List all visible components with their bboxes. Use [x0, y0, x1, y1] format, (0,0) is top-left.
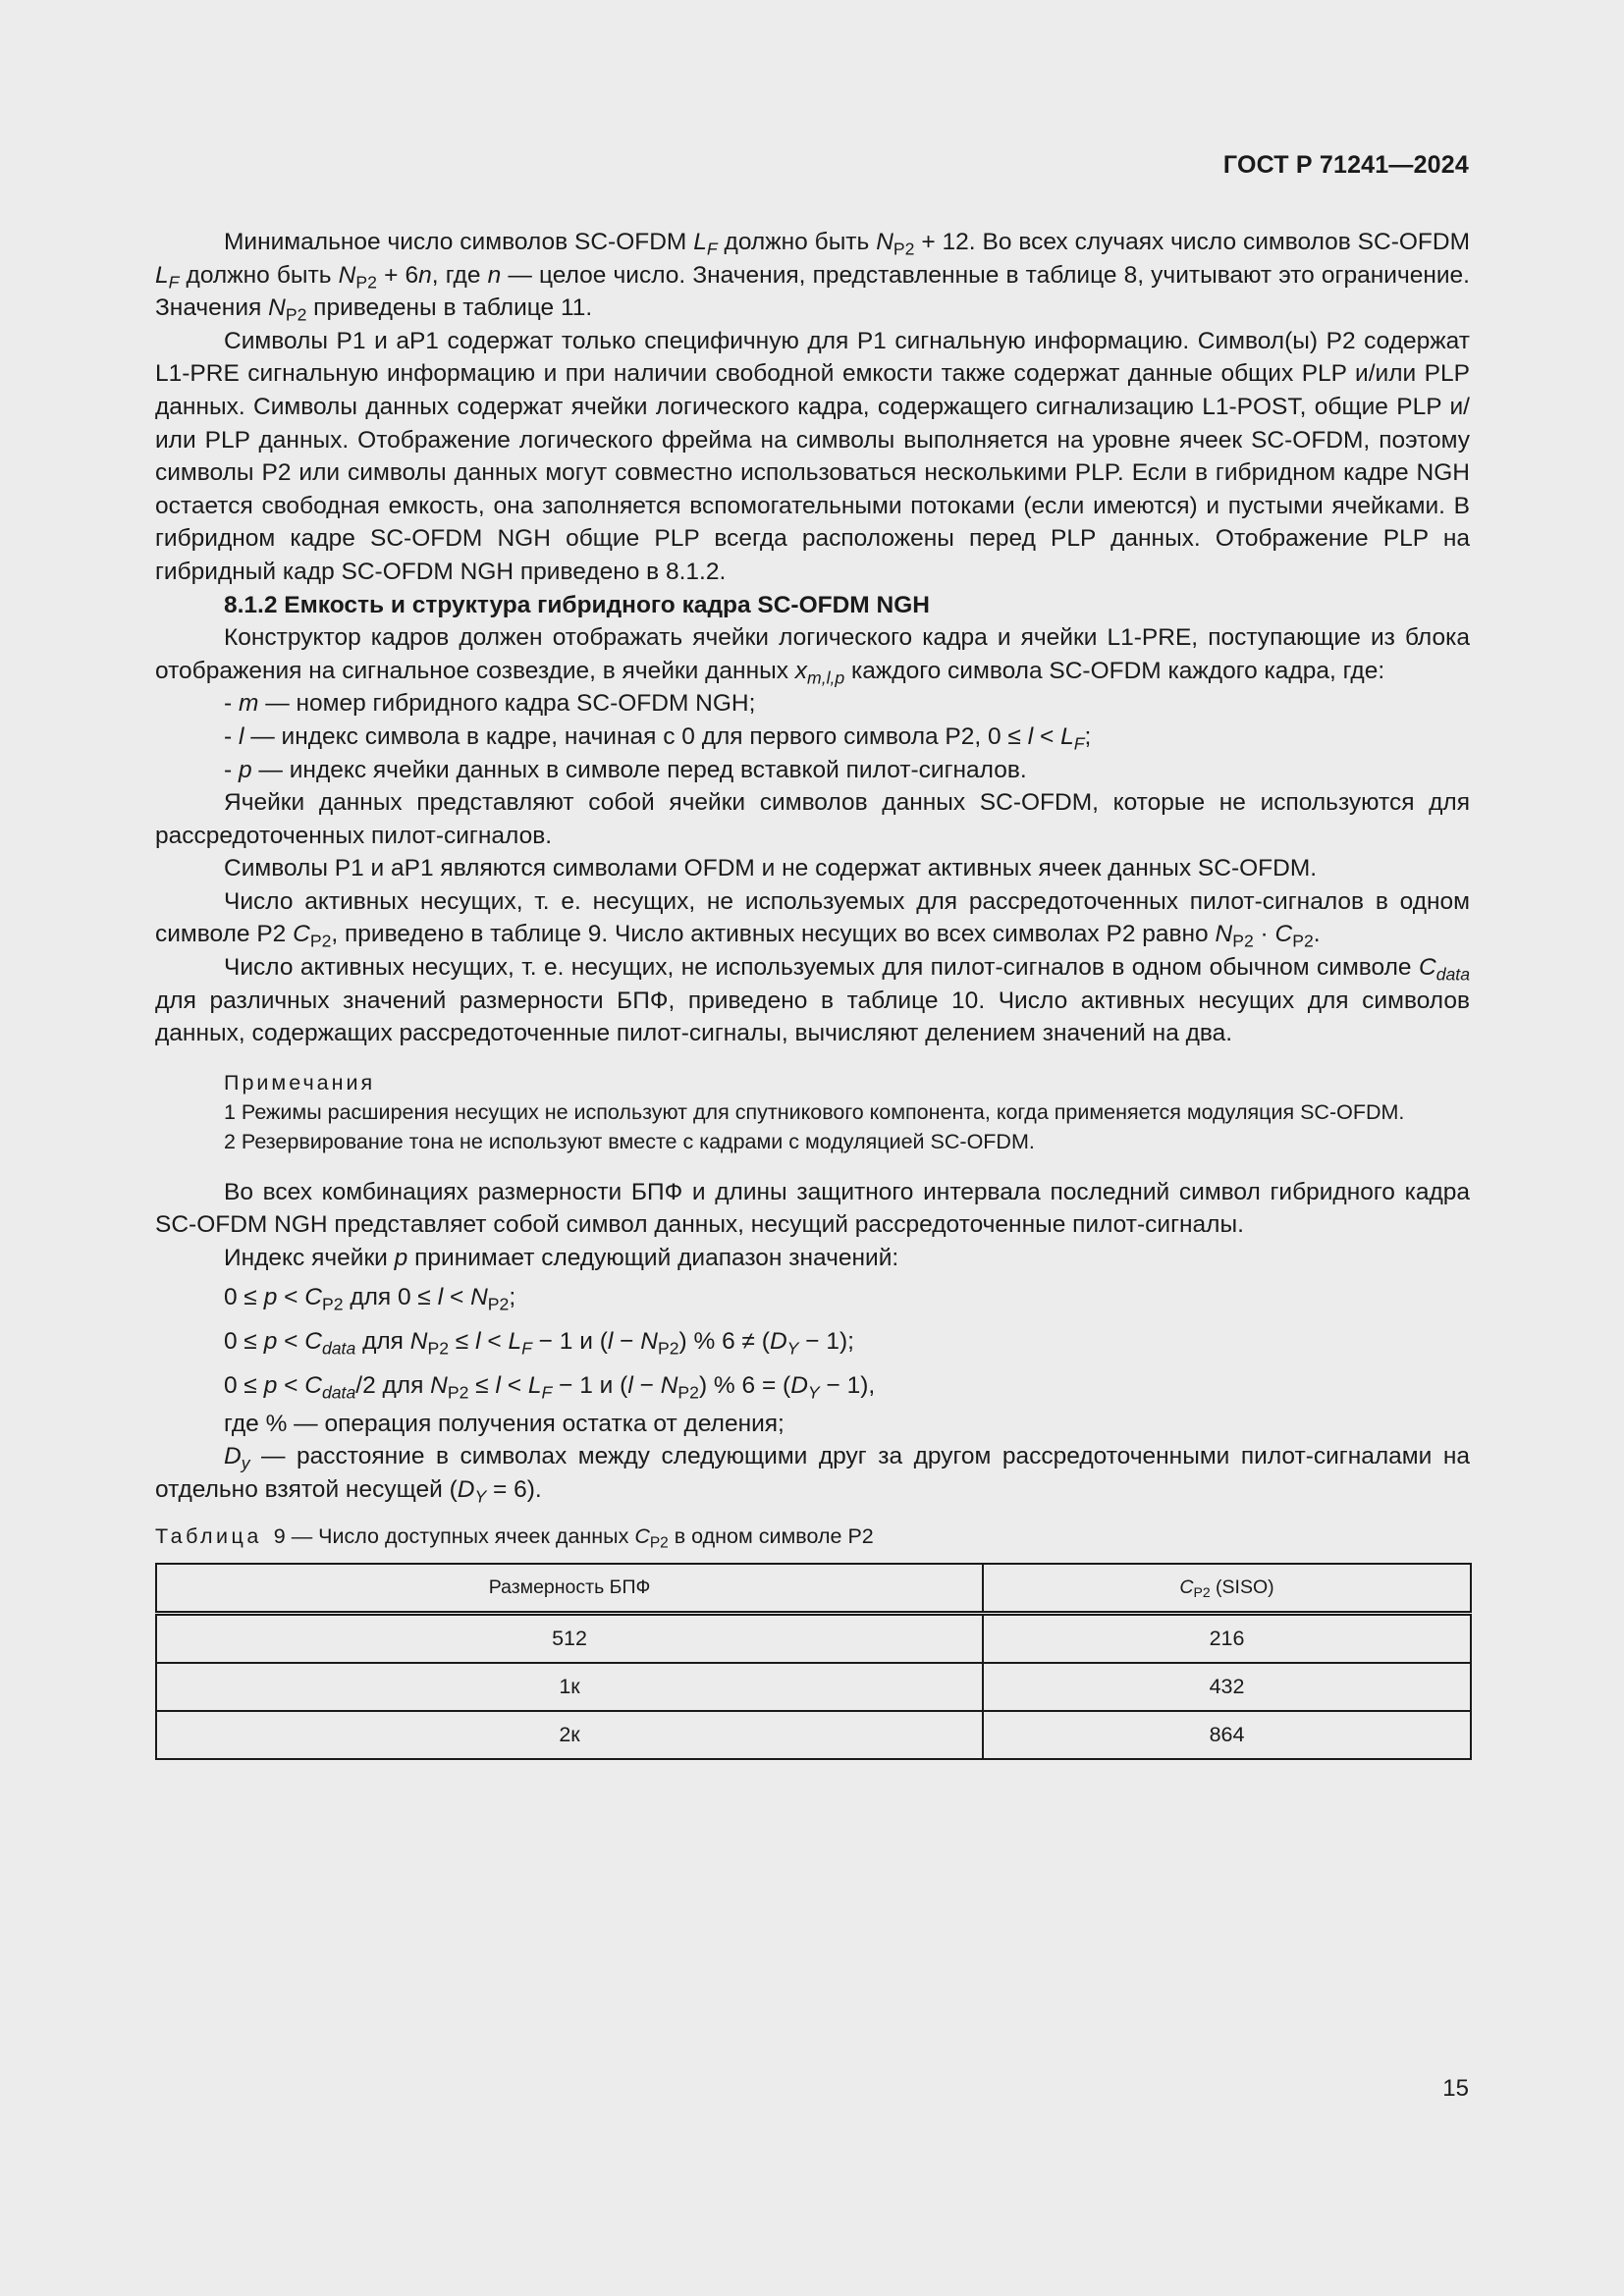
table-row — [156, 1711, 1471, 1759]
paragraph-active-carriers-p2: Число активных несущих, т. е. несущих, не используемых для рассредоточенных пилот-сигналов в одном символе P2 $C_{P2}$, приведено в таблице 9. Число активных несущих во всех символах P2 равно $N_{P2} \cdot C_{P2}$. — [155, 887, 1470, 951]
note-2: 2 Резервирование тона не используют вместе с кадрами с модуляцией SC-OFDM. — [224, 1129, 1035, 1153]
column-header-cp2: $C_{P2}$ (SISO) — [983, 1564, 1471, 1614]
paragraph-cell-index: Индекс ячейки p принимает следующий диапазон значений: — [224, 1245, 899, 1272]
table-row — [156, 1614, 1471, 1664]
document-body — [155, 226, 1470, 1760]
cell-fft: 2к — [156, 1711, 983, 1759]
page-number: 15 — [1442, 2075, 1469, 2102]
list-item-m: - m — номер гибридного кадра SC-OFDM NGH; — [224, 690, 756, 718]
paragraph-data-cells: Ячейки данных представляют собой ячейки символов данных SC-OFDM, которые не используются для рассредоточенных пилот-сигналов. — [155, 789, 1470, 849]
document-code: ГОСТ Р 71241—2024 — [1222, 151, 1469, 179]
cell-cp2: 432 — [983, 1663, 1471, 1711]
note-1: 1 Режимы расширения несущих не используют для спутникового компонента, когда применяется модуляция SC-OFDM. — [224, 1099, 1405, 1124]
paragraph-dy-definition: $D_y$ — расстояние в символах между следующими друг за другом рассредоточенными пилот-сигналами на отдельно взятой несущей $(D_Y = 6)$. — [155, 1443, 1470, 1507]
table-caption: Таблица 9 — Число доступных ячеек данных $C_{P2}$ в одном символе P2 — [155, 1524, 874, 1553]
paragraph-p1-ap1: Символы P1 и aP1 являются символами OFDM и не содержат активных ячеек данных SC-OFDM. — [224, 855, 1318, 882]
formula-range-3: $0 \le p < C_{data}/2$ для $N_{P2} \le l < L_F - 1$ и $(l - N_{P2})$ % $6 = (D_Y - 1)$, — [224, 1371, 876, 1402]
list-item-p: - p — индекс ячейки данных в символе перед вставкой пилот-сигналов. — [224, 756, 1027, 783]
notes-heading: Примечания — [224, 1070, 376, 1095]
table-cp2-cells — [155, 1563, 1472, 1760]
list-item-l: - l — индекс символа в кадре, начиная с 0 для первого символа P2, $0 \le l < L_F$; — [224, 722, 1092, 754]
cell-cp2: 864 — [983, 1711, 1471, 1759]
paragraph-last-symbol: Во всех комбинациях размерности БПФ и длины защитного интервала последний символ гибридного кадра SC-OFDM NGH представляет собой символ данных, несущий рассредоточенные пилот-сигналы. — [155, 1178, 1470, 1239]
cell-fft: 1к — [156, 1663, 983, 1711]
notes-block — [155, 1068, 1470, 1156]
paragraph-symbols-p1-p2: Символы P1 и aP1 содержат только специфичную для P1 сигнальную информацию. Символ(ы) P2 содержат L1-PRE сигнальную информацию и при наличии свободной емкости также содержат данные общих PLP и/или PLP данных. Символы данных содержат ячейки логического кадра, содержащего сигнализацию L1-POST, общие PLP и/или PLP данных. Отображение логического фрейма на символы выполняется на уровне ячеек SC-OFDM, поэтому символы P2 или символы данных могут совместно использоваться несколькими PLP. Если в гибридном кадре NGH остается свободная емкость, она заполняется вспомогательными потоками (если имеются) и пустыми ячейками. В гибридном кадре SC-OFDM NGH общие PLP всегда расположены перед PLP данных. Отображение PLP на гибридный кадр SC-OFDM NGH приведено в 8.1.2. — [155, 327, 1470, 585]
paragraph-symbol-count: Минимальное число символов SC-OFDM $L_F$ должно быть $N_{P2} + 12$. Во всех случаях число символов SC-OFDM $L_F$ должно быть $N_{P2} + 6n$, где n — целое число. Значения, представленные в таблице 8, учитывают это ограничение. Значения $N_{P2}$ приведены в таблице 11. — [155, 229, 1470, 325]
formula-range-2: $0 \le p < C_{data}$ для $N_{P2} \le l < L_F - 1$ и $(l - N_{P2})$ % $6 \ne (D_Y - 1)$; — [224, 1327, 854, 1358]
cell-fft: 512 — [156, 1614, 983, 1664]
column-header-fft: Размерность БПФ — [156, 1564, 983, 1614]
paragraph-active-carriers-data: Число активных несущих, т. е. несущих, не используемых для пилот-сигналов в одном обычном символе $C_{data}$ для различных значений размерности БПФ, приведено в таблице 10. Число активных несущих для символов данных, содержащих рассредоточенные пилот-сигналы, вычисляют делением значений на два. — [155, 954, 1470, 1047]
table-header-row — [156, 1564, 1471, 1614]
table-row — [156, 1663, 1471, 1711]
paragraph-modulo-definition: где % — операция получения остатка от деления; — [224, 1410, 785, 1437]
formula-range-1: $0 \le p < C_{P2}$ для $0 \le l < N_{P2}$; — [224, 1283, 516, 1313]
cell-cp2: 216 — [983, 1614, 1471, 1664]
section-heading-8-1-2: 8.1.2 Емкость и структура гибридного кадра SC-OFDM NGH — [224, 591, 930, 618]
paragraph-frame-builder: Конструктор кадров должен отображать ячейки логического кадра и ячейки L1-PRE, поступающие из блока отображения на сигнальное созвездие, в ячейки данных $x_{m,l,p}$ каждого символа SC-OFDM каждого кадра, где: — [155, 624, 1470, 687]
